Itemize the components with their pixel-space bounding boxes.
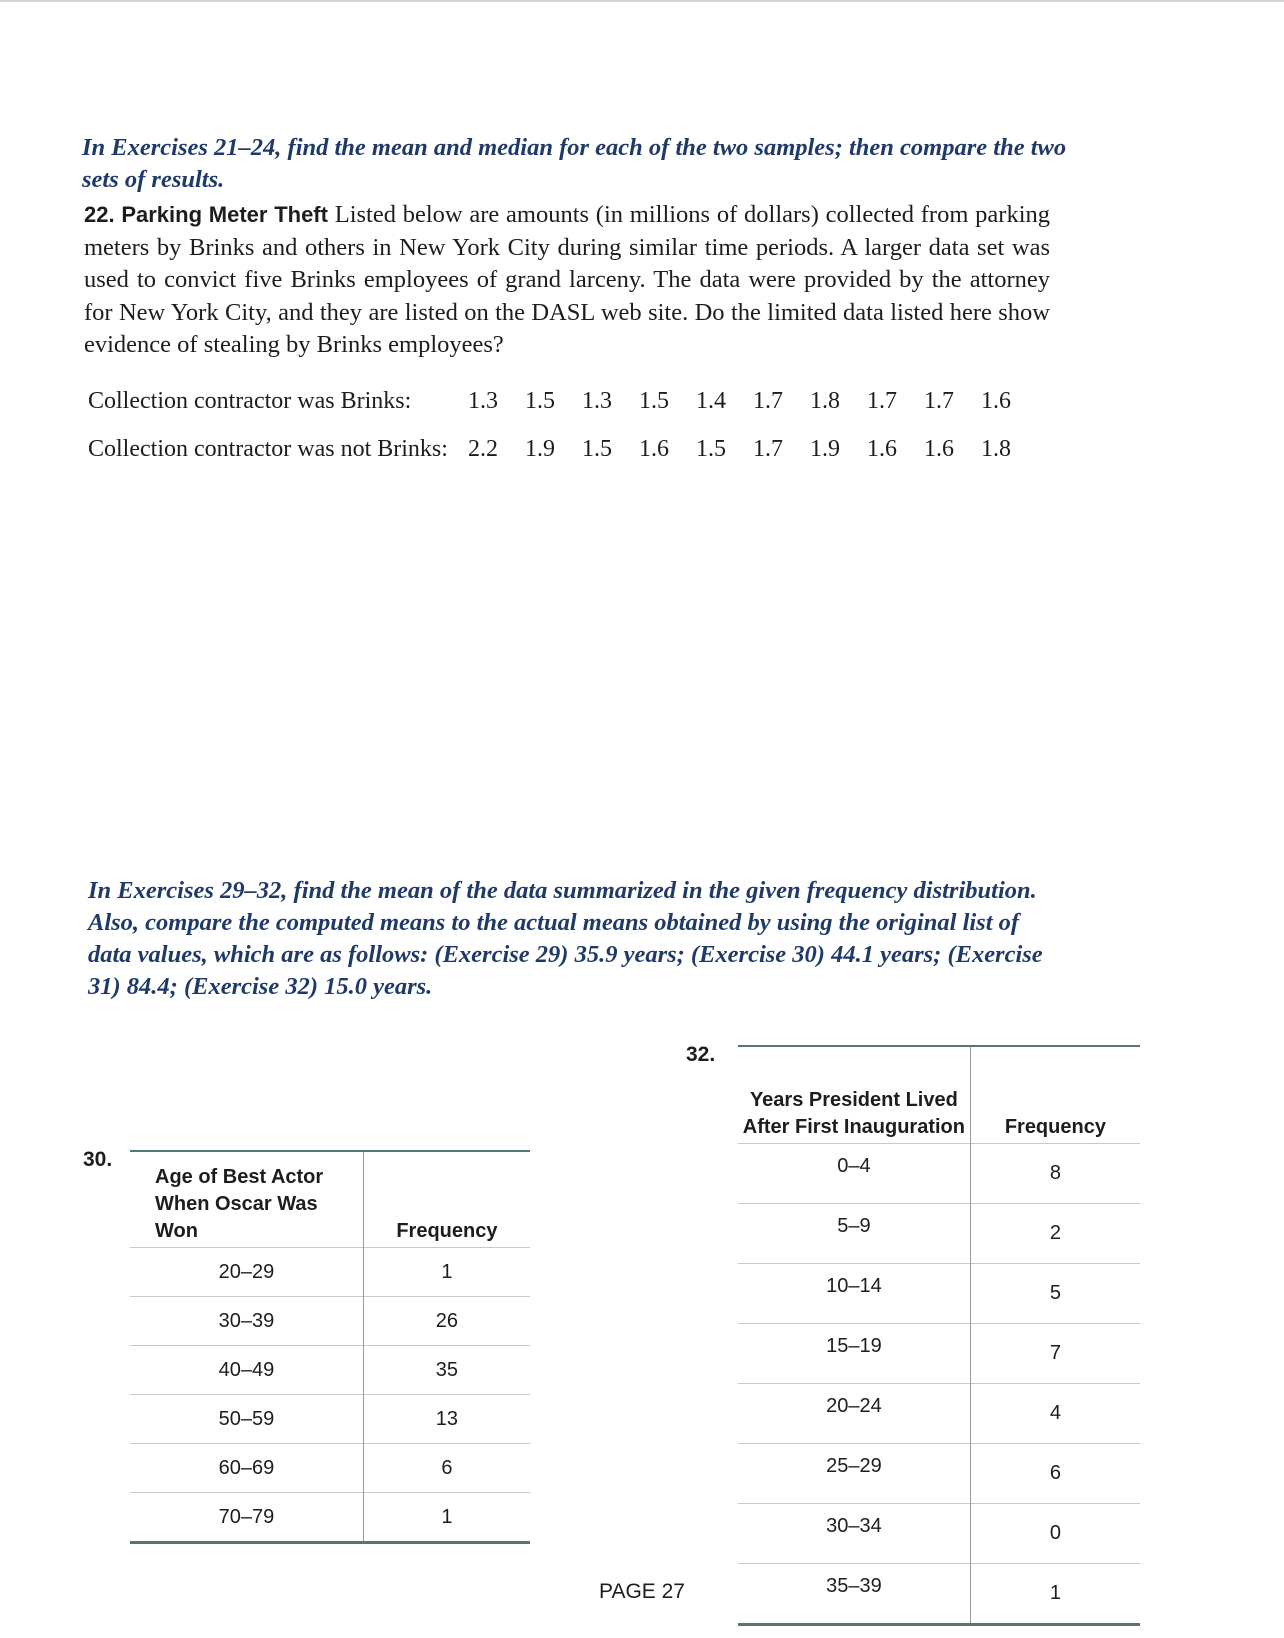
- table-row: [738, 1204, 1140, 1264]
- data-value: 1.8: [810, 388, 840, 414]
- page-number: PAGE 27: [599, 1580, 685, 1603]
- table-row: [130, 1493, 530, 1543]
- frequency-cell: 0: [970, 1504, 1140, 1564]
- data-value: 1.6: [924, 436, 954, 462]
- row-label: Collection contractor was not Brinks:: [88, 436, 448, 462]
- data-value: 1.7: [753, 436, 783, 462]
- data-value: 1.7: [867, 388, 897, 414]
- class-cell: 20–29: [130, 1248, 363, 1297]
- row-label: Collection contractor was Brinks:: [88, 388, 412, 414]
- table-row: [130, 1395, 530, 1444]
- column-header-frequency: Frequency: [970, 1046, 1140, 1144]
- table-row: [738, 1264, 1140, 1324]
- class-cell: 35–39: [738, 1564, 970, 1625]
- frequency-cell: 5: [970, 1264, 1140, 1324]
- data-row-brinks: [88, 388, 1078, 420]
- data-value: 1.5: [525, 388, 555, 414]
- table-row: [738, 1384, 1140, 1444]
- table-row: [130, 1346, 530, 1395]
- data-value: 1.9: [810, 436, 840, 462]
- frequency-cell: 6: [970, 1444, 1140, 1504]
- class-cell: 60–69: [130, 1444, 363, 1493]
- frequency-cell: 7: [970, 1324, 1140, 1384]
- class-cell: 70–79: [130, 1493, 363, 1543]
- table-row: [130, 1297, 530, 1346]
- frequency-cell: 1: [363, 1493, 530, 1543]
- class-cell: 15–19: [738, 1324, 970, 1384]
- class-cell: 0–4: [738, 1144, 970, 1204]
- exercise-22-body: Listed below are amounts (in millions of dollars) collected from parking meters by Brinks and others in New York City during similar time periods. A larger data set was used to convict five Brinks employees of grand larceny. The data were provided by the attorney for New York City, and they are listed on the DASL web site. Do the limited data listed here show evidence of stealing by Brinks employees?: [84, 201, 1050, 358]
- table-row: [738, 1324, 1140, 1384]
- frequency-cell: 8: [970, 1144, 1140, 1204]
- table-row: [738, 1444, 1140, 1504]
- table-row: [130, 1248, 530, 1297]
- instruction-exercises-29-32: In Exercises 29–32, find the mean of the data summarized in the given frequency distribution. Also, compare the computed means to the actual means obtained by using the original list of data values, which are as follows: (Exercise 29) 35.9 years; (Exercise 30) 44.1 years; (Exercise 31) 84.4; (Exercise 32) 15.0 years.: [88, 877, 1043, 1000]
- class-cell: 30–34: [738, 1504, 970, 1564]
- class-cell: 40–49: [130, 1346, 363, 1395]
- data-value: 1.3: [468, 388, 498, 414]
- top-border: [0, 0, 1284, 2]
- frequency-cell: 2: [970, 1204, 1140, 1264]
- data-value: 1.6: [867, 436, 897, 462]
- exercise-32-frequency-table: [738, 1045, 1140, 1626]
- class-cell: 5–9: [738, 1204, 970, 1264]
- data-value: 1.8: [981, 436, 1011, 462]
- exercise-32-number: 32.: [686, 1043, 716, 1066]
- data-value: 1.5: [582, 436, 612, 462]
- exercise-30-number: 30.: [83, 1148, 113, 1171]
- column-header-class: Years President Lived After First Inauguration: [742, 1089, 965, 1138]
- data-value: 1.5: [696, 436, 726, 462]
- data-value: 1.4: [696, 388, 726, 414]
- frequency-cell: 6: [363, 1444, 530, 1493]
- column-header-frequency: Frequency: [363, 1151, 530, 1248]
- exercise-22-paragraph: [84, 199, 1050, 362]
- frequency-cell: 35: [363, 1346, 530, 1395]
- column-header-class: Age of Best Actor When Oscar Was Won: [155, 1166, 324, 1242]
- data-row-not-brinks: [88, 436, 1078, 468]
- frequency-cell: 13: [363, 1395, 530, 1444]
- data-value: 1.6: [981, 388, 1011, 414]
- table-row: [738, 1504, 1140, 1564]
- data-value: 1.9: [525, 436, 555, 462]
- frequency-cell: 26: [363, 1297, 530, 1346]
- exercise-30-frequency-table: [130, 1150, 530, 1544]
- data-value: 2.2: [468, 436, 498, 462]
- instruction-exercises-21-24: In Exercises 21–24, find the mean and median for each of the two samples; then compare the two sets of results.: [82, 134, 1067, 193]
- table-row: [130, 1444, 530, 1493]
- frequency-cell: 1: [970, 1564, 1140, 1625]
- class-cell: 10–14: [738, 1264, 970, 1324]
- frequency-cell: 1: [363, 1248, 530, 1297]
- class-cell: 20–24: [738, 1384, 970, 1444]
- data-value: 1.3: [582, 388, 612, 414]
- data-value: 1.6: [639, 436, 669, 462]
- class-cell: 25–29: [738, 1444, 970, 1504]
- frequency-cell: 4: [970, 1384, 1140, 1444]
- data-value: 1.5: [639, 388, 669, 414]
- class-cell: 30–39: [130, 1297, 363, 1346]
- data-value: 1.7: [753, 388, 783, 414]
- data-value: 1.7: [924, 388, 954, 414]
- exercise-22-title: 22. Parking Meter Theft: [84, 202, 328, 227]
- class-cell: 50–59: [130, 1395, 363, 1444]
- table-row: [738, 1144, 1140, 1204]
